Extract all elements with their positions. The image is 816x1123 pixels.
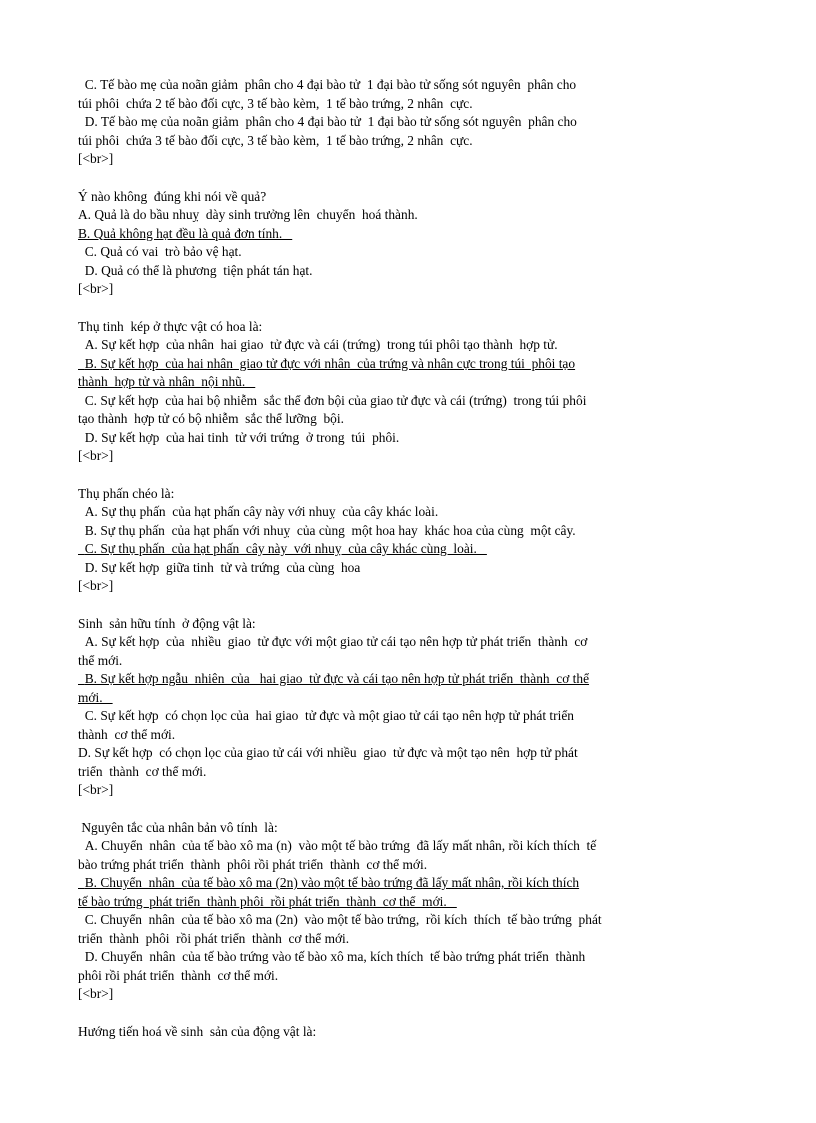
answer-option: C. Sự kết hợp của hai bộ nhiễm sắc thể đơn bội của giao tử đực và cái (trứng) trong túi phôi [78, 392, 587, 408]
question-block-7 [78, 1023, 698, 1042]
question-block-4 [78, 485, 698, 596]
question-text: Ý nào không đúng khi nói về quả? [78, 188, 267, 204]
separator-tag: [<br>] [78, 448, 114, 463]
question-block-2 [78, 188, 698, 299]
question-text: Thụ tinh kép ở thực vật có hoa là: [78, 318, 263, 334]
text-line: C. Tế bào mẹ của noãn giảm phân cho 4 đại bào tử 1 đại bào tử sống sót nguyên phân cho [78, 77, 577, 92]
text-line: túi phôi chứa 3 tế bào đối cực, 3 tế bào kèm, 1 tế bào trứng, 2 nhân cực. [78, 132, 473, 148]
question-block-3 [78, 318, 698, 466]
separator-tag: [<br>] [78, 151, 114, 166]
answer-option: C. Sự kết hợp có chọn lọc của hai giao tử đực và một giao tử cái tạo nên hợp tử phát triển [78, 708, 574, 723]
answer-option: D. Sự kết hợp của hai tinh tử với trứng ở trong túi phôi. [78, 429, 400, 445]
answer-option: thành cơ thể mới. [78, 726, 176, 742]
correct-answer-option: tế bào trứng phát triển thành phôi rồi phát triển thành cơ thể mới. [78, 893, 457, 909]
correct-answer-option: B. Sự kết hợp của hai nhân giao tử đực với nhân của trứng và nhân cực trong túi phôi tạo [78, 355, 576, 371]
separator-tag: [<br>] [78, 578, 114, 593]
question-block-5 [78, 615, 698, 800]
text-line: D. Tế bào mẹ của noãn giảm phân cho 4 đại bào tử 1 đại bào tử sống sót nguyên phân cho [78, 114, 577, 129]
answer-option: D. Sự kết hợp giữa tinh tử và trứng của cùng hoa [78, 559, 361, 575]
answer-option: A. Sự kết hợp của nhiều giao tử đực với một giao tử cái tạo nên hợp tử phát triển thành cơ [78, 634, 588, 649]
text-line: túi phôi chứa 2 tế bào đối cực, 3 tế bào kèm, 1 tế bào trứng, 2 nhân cực. [78, 95, 473, 111]
separator-tag: [<br>] [78, 281, 114, 296]
answer-option: B. Sự thụ phấn của hạt phấn với nhuỵ của cùng một hoa hay khác hoa của cùng một cây. [78, 522, 576, 538]
correct-answer-option: mới. [78, 689, 113, 705]
separator-tag: [<br>] [78, 986, 114, 1001]
answer-option: D. Quả có thể là phương tiện phát tán hạt. [78, 262, 313, 278]
correct-answer-option: B. Sự kết hợp ngẫu nhiên của hai giao tử đực và cái tạo nên hợp tử phát triển thành cơ thể [78, 671, 590, 686]
answer-option: A. Sự kết hợp của nhân hai giao tử đực và cái (trứng) trong túi phôi tạo thành hợp tử. [78, 337, 558, 352]
question-block-6 [78, 819, 698, 1004]
answer-option: A. Chuyển nhân của tế bào xô ma (n) vào một tế bào trứng đã lấy mất nhân, rồi kích thích tế [78, 838, 597, 853]
answer-option: tạo thành hợp tử có bộ nhiễm sắc thể lưỡng bội. [78, 411, 344, 426]
answer-option: thể mới. [78, 652, 123, 668]
answer-option: triển thành phôi rồi phát triển thành cơ thể mới. [78, 930, 350, 946]
answer-option: triển thành cơ thể mới. [78, 763, 207, 779]
document-page [78, 76, 698, 1060]
question-block-1 [78, 76, 698, 169]
answer-option: A. Sự thụ phấn của hạt phấn cây này với nhuỵ của cây khác loài. [78, 504, 439, 519]
correct-answer-option: C. Sự thụ phấn của hạt phấn cây này với nhuỵ của cây khác cùng loài. [78, 541, 487, 556]
correct-answer-option: B. Quả không hạt đều là quả đơn tính. [78, 225, 293, 241]
answer-option: bào trứng phát triển thành phôi rồi phát triển thành cơ thể mới. [78, 856, 428, 872]
correct-answer-option: thành hợp tử và nhân nội nhũ. [78, 374, 256, 389]
answer-option: C. Quả có vai trò bảo vệ hạt. [78, 244, 242, 259]
correct-answer-option: B. Chuyển nhân của tế bào xô ma (2n) vào một tế bào trứng đã lấy mất nhân, rồi kích thích [78, 875, 580, 890]
answer-option: C. Chuyển nhân của tế bào xô ma (2n) vào một tế bào trứng, rồi kích thích tế bào trứng phát [78, 912, 602, 927]
question-text: Thụ phấn chéo là: [78, 485, 175, 501]
answer-option: A. Quả là do bầu nhuỵ dày sinh trưởng lên chuyển hoá thành. [78, 207, 418, 222]
question-text: Sinh sản hữu tính ở động vật là: [78, 615, 256, 631]
separator-tag: [<br>] [78, 782, 114, 797]
question-text: Hướng tiến hoá về sinh sản của động vật là: [78, 1023, 317, 1039]
answer-option: phôi rồi phát triển thành cơ thể mới. [78, 967, 279, 983]
answer-option: D. Sự kết hợp có chọn lọc của giao tử cái với nhiều giao tử đực và một tạo nên hợp tử phát [78, 745, 578, 760]
question-text: Nguyên tắc của nhân bản vô tính là: [78, 819, 278, 835]
answer-option: D. Chuyển nhân của tế bào trứng vào tế bào xô ma, kích thích tế bào trứng phát triển thành [78, 949, 586, 964]
